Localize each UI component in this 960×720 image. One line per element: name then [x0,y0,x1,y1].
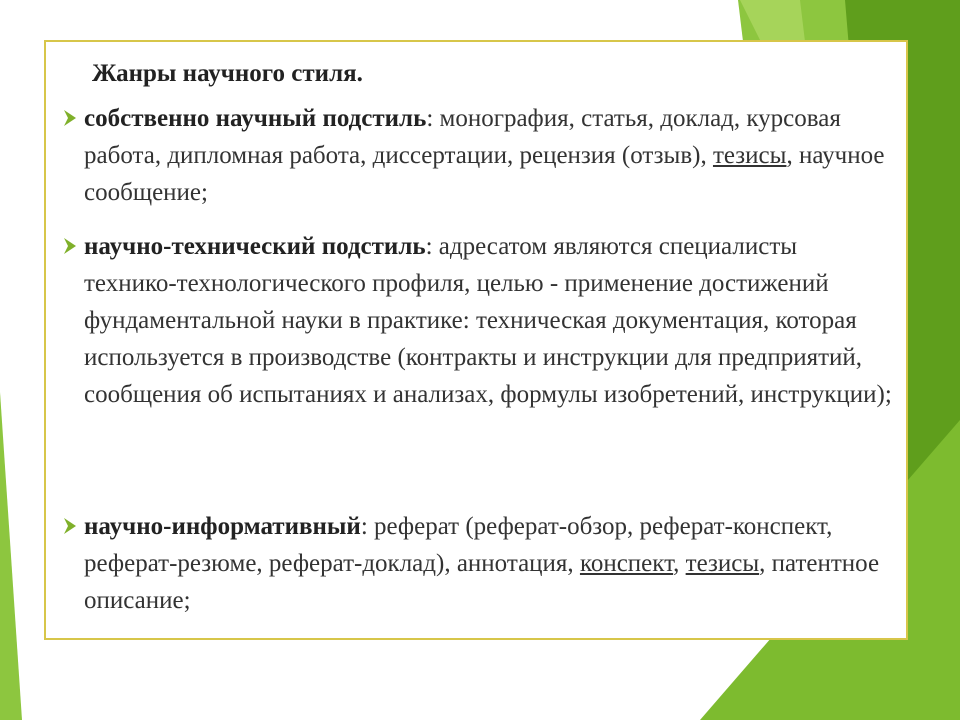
term-label: научно-информативный [84,513,361,540]
separator: , [673,550,686,577]
list-item-text [62,100,894,211]
list-item-body: : реферат (реферат-обзор, реферат-конспект, реферат-резюме, реферат-доклад), аннотация, [84,513,833,577]
link-theses[interactable]: тезисы [712,142,787,169]
list-item [62,228,894,413]
list-item [62,508,894,619]
content-box [44,40,908,640]
arrow-chevron-icon [62,108,80,128]
list-item-body-end: , патентное описание; [84,550,880,614]
link-summary[interactable]: конспект [579,550,674,577]
term-label: научно-технический подстиль [84,233,426,260]
link-theses[interactable]: тезисы [685,550,760,577]
slide-title: Жанры научного стиля. [92,60,363,87]
list-item-body: : монография, статья, доклад, курсовая работа, дипломная работа, диссертации, рецензия (отзыв), [84,105,841,169]
list-item [62,100,894,211]
arrow-chevron-icon [62,236,80,256]
list-item-body: : адресатом являются специалисты технико-технологического профиля, целью - применение достижений фундаментальной науки в практике: техническая документация, которая используется в производстве (контракты и инструкции для предприятий, сообщения об испытаниях и анализах, формулы изобретений, инструкции); [84,233,892,408]
term-label: собственно научный подстиль [84,105,427,132]
arrow-chevron-icon [62,516,80,536]
left-green-stripe [0,392,22,720]
list-item-text [62,228,894,413]
list-item-text [62,508,894,619]
list-item-body-end: , научное сообщение; [84,142,885,206]
